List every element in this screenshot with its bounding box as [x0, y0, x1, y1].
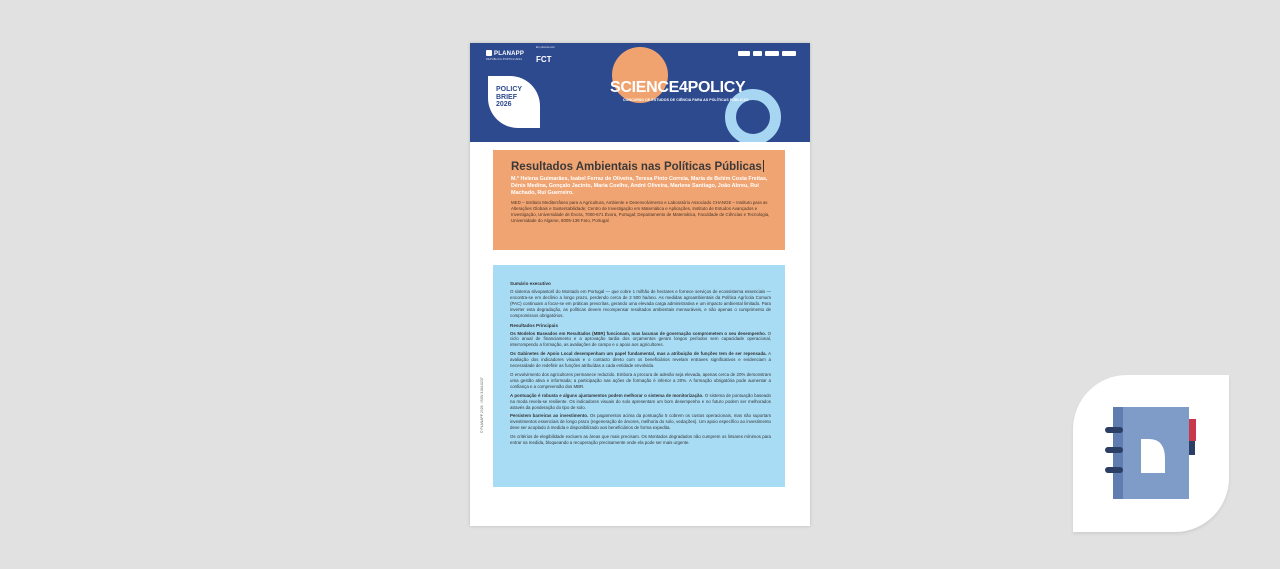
- policy-brief-badge: POLICY BRIEF 2026: [488, 76, 540, 128]
- finding-paragraph: Os Gabinetes de Apoio Local desempenham um papel fundamental, mas a atribuição de funções tem de ser repensada. A avaliação dos indicadores visuais e o contacto direto com os beneficiários revelam entraves significativos e evidenciam a necessidade de redefinir as funções atribuídas a cada entidade envolvida.: [510, 351, 772, 369]
- text-cursor: [763, 160, 764, 172]
- finding-paragraph: Os critérios de elegibilidade excluem as áreas que mais precisam. Os Montados degradados não cumprem os limiares mínimos para entrar na medida, bloqueando a recuperação precisamente onde ela pode ser mais urgente.: [510, 434, 771, 446]
- fct-logo: Em parceria com FCT: [536, 46, 555, 64]
- policy-brief-page: [470, 43, 810, 526]
- document-title: Resultados Ambientais nas Políticas Públicas: [511, 161, 762, 173]
- finding-paragraph: Persistem barreiras ao investimento. Os pagamentos acima da pontuação 5 cobrem os custos operacionais, mas não suportam investimentos essenciais de longo prazo (regeneração de árvores, melhoria do solo, vedações). Um apoio específico ao investimento deve ser acoplado à medida e disponibilizado aos beneficiários de forma expedita.: [510, 413, 771, 431]
- results-heading: Resultados Principais: [510, 322, 558, 328]
- title-block: [493, 150, 785, 250]
- series-title: SCIENCE4POLICY: [610, 79, 746, 96]
- planapp-logo: PLANAPP REPÚBLICA PORTUGUESA: [486, 51, 525, 61]
- header-banner: [470, 43, 810, 142]
- series-subtitle: CONCURSO DE ESTUDOS DE CIÊNCIA PARA AS POLÍTICAS PÚBLICAS: [623, 98, 749, 102]
- finding-paragraph: O envolvimento dos agricultores permanece reduzido. Embora a procura de adesão seja elevada, apenas cerca de 20% demonstram uma gestão ativa e informada; a participação nas ações de formação é inferior a 20%. A formação obrigatória pode aumentar a confiança e a compreensão dos MBR.: [510, 371, 771, 389]
- partner-logos: [738, 51, 796, 56]
- document-type-card: [1073, 375, 1229, 532]
- finding-paragraph: A pontuação é robusta e alguns ajustamentos podem melhorar o sistema de monitorização. O sistema de pontuação baseado na moda revela-se resiliente. Os indicadores visuais do solo apresentam um bom desempenho e no futuro podem ser melhorados através da ponderação do tipo de solo.: [510, 392, 771, 410]
- authors: M.ª Helena Guimarães, Isabel Ferraz de Oliveira, Teresa Pinto Correia, Maria de Belém Costa Freitas, Dénis Medina, Gonçalo Jacinto, Maria Coelho, André Oliveira, Marlene Santiago, João Abreu, Rui Machado, Rui Guerreiro.: [511, 176, 768, 197]
- side-note: © PLANAPP 2026 · ISSN 3184-6237: [480, 377, 484, 433]
- summary-intro: O sistema silvopastoril do Montado em Portugal — que cobre 1 milhão de hectares e fornece serviços de ecossistema essenciais — encontra-se em declínio a longo prazo, perdendo cerca de 2 500 ha/ano. As medidas agroambientais da Política Agrícola Comum (PAC) continuam a focar-se em práticas prescritas, gerando uma elevada carga administrativa e um impacto ambiental limitado. Para inverter esta degradação, as políticas devem recompensar resultados ambientais mensuráveis, e não apenas o cumprimento de compromissos obrigatórios.: [510, 289, 771, 318]
- finding-paragraph: Os Modelos Baseados em Resultados (MBR) funcionam, mas lacunas de governação comprometem o seu desempenho. O ciclo anual de financiamento e a aprovação tardia dos orçamentos geram longos períodos sem capacidade operacional, interrompendo a formação, as avaliações de campo e o apoio aos agricultores.: [510, 330, 771, 348]
- notebook-icon: [1073, 375, 1229, 532]
- affiliation: MED – Instituto Mediterrâneo para a Agricultura, Ambiente e Desenvolvimento e Laboratório Associado CHANGE – Instituto para as Alterações Globais e Sustentabilidade; Centro de Investigação em Matemática e Aplicações, Instituto de Estudos Avançados e Investigação, Universidade de Évora, 7000-671 Évora, Portugal; Departamento de Matemática, Faculdade de Ciências e Tecnologia, Universidade do Algarve, 8005-139 Faro, Portugal: [511, 199, 770, 223]
- summary-block: [493, 265, 785, 487]
- summary-heading: Sumário executivo: [510, 281, 551, 286]
